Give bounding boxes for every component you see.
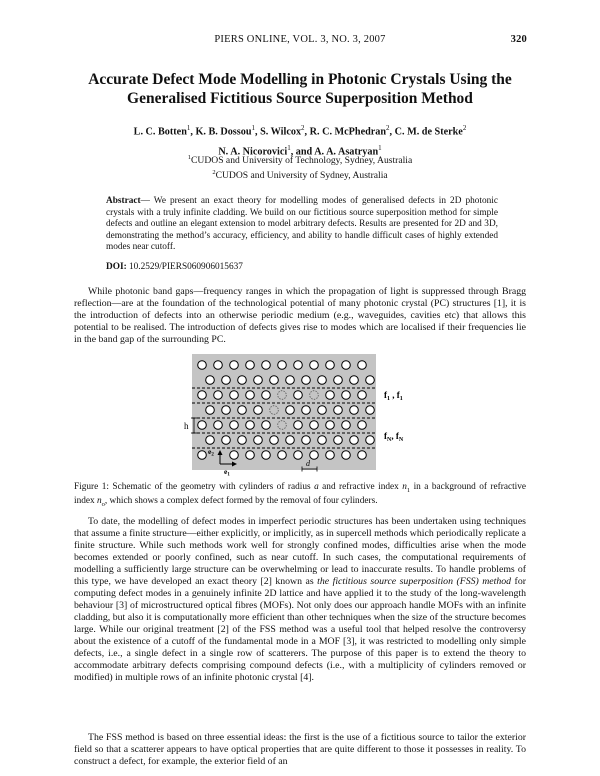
cylinder [262,451,271,460]
crystal-schematic [180,352,420,477]
f-bottom-main: f [384,431,387,441]
cylinder [334,436,343,445]
cylinder [286,436,295,445]
cylinder [262,391,271,400]
figure-1 [180,352,420,477]
cylinder [302,406,311,415]
e2-main: e [208,447,212,456]
cylinder [350,436,359,445]
author-affil-mark: 1 [186,124,191,132]
cylinder [342,421,351,430]
cylinder [246,451,255,460]
e1-main: e [224,467,228,476]
cylinder [358,421,367,430]
caption-symbol-a: a [314,482,319,492]
paragraph2-emphasis: the fictitious source superposition (FSS) method [317,576,512,587]
author-affil-mark: 1 [378,144,382,153]
caption-symbol-n0: n [96,496,102,507]
caption-mid2: in a background of refractive index [74,482,527,507]
cylinder [222,406,231,415]
author-name: S. Wilcox [260,126,302,138]
cylinder [366,436,375,445]
cylinder [198,451,207,460]
cylinder [326,421,335,430]
doi-value: 10.2529/PIERS060906015637 [126,262,243,272]
f-bottom-sub2: N [398,437,404,443]
affiliation-mark: 2 [212,169,216,177]
intro-paragraph: While photonic band gaps—frequency ranges in which the propagation of light is suppressed through Bragg reflection—are at the foundation of the technological potential of many photonic crystal (PC) structures [1], it is the introduction of defects into an otherwise periodic medium (e.g., waveguides, cavities etc) that allows this potential to be realised. The introduction of defects gives rise to modes which are localised if their frequencies lie in the band gap of the surrounding PC. [74,286,526,345]
cylinder [342,391,351,400]
cylinder [342,361,351,370]
author-line-2: N. A. Nicorovici$^1$, and A. A. Asatryan$^1$ [218,144,382,158]
cylinder [366,376,375,385]
cylinder [214,361,223,370]
cylinder [326,361,335,370]
cylinder [326,391,335,400]
abstract [106,196,498,254]
f-top-sub: 1 [387,396,390,402]
cylinder [246,361,255,370]
cylinder [246,391,255,400]
cylinder [302,376,311,385]
author-name: and A. A. Asatryan [295,146,379,158]
cylinder [278,361,287,370]
affiliation-text: CUDOS and University of Technology, Sydney, Australia [191,155,413,167]
cylinder [342,451,351,460]
caption-mid1: and refractive index [318,482,403,492]
cylinder [206,376,215,385]
cylinder [230,391,239,400]
author-affil-mark: 2 [462,124,467,132]
cylinder [206,406,215,415]
cylinder [222,436,231,445]
cylinder [246,421,255,430]
cylinder [310,361,319,370]
f-bottom-sub: N [387,437,392,443]
f-bottom-label [384,431,404,443]
cylinder [358,361,367,370]
cylinder [262,361,271,370]
affiliation-text: CUDOS and University of Sydney, Australia [215,170,388,182]
cylinder [294,451,303,460]
cylinder [294,361,303,370]
cylinder [286,406,295,415]
author-name: L. C. Botten [133,126,187,138]
f-top-label [384,390,403,402]
cylinder [230,451,239,460]
cylinder [238,406,247,415]
cylinder [214,421,223,430]
figure-caption [74,482,526,511]
cylinder [294,391,303,400]
cylinder [310,451,319,460]
caption-suffix: , which shows a complex defect formed by the removal of four cylinders. [104,496,378,507]
d-label: d [306,459,310,468]
e2-sub: 2 [211,452,214,458]
paragraph2-text-after: for computing defect modes in a genuinely infinite 2D lattice and have applied it to the study of the long-wavelength behaviour [3] of microstructured optical fibres (MOFs). Not only does our approach handle MOFs with an infinite cladding, but also it is computationally more efficient than other techniques when the size of the structure becomes large. While our original treatment [2] of the FSS method was a useful tool that helped resolve the controversy about the existence of a cutoff of the fundamental mode in a MOF [3], it was restricted to modelling only simple defects, i.e., a single defect in a single row of scatterers. The purpose of this paper is to extend the theory to accommodate arbitrary defects comprising compound defects (i.e., with a multiplicity of cylinders removed or modified) in multiple rows of an infinite photonic crystal [4]. [74,576,526,683]
cylinder [270,436,279,445]
author-affil-mark: 2 [386,124,390,132]
abstract-text: We present an exact theory for modelling modes of generalised defects in 2D photonic crystals with a truly infinite cladding. We build on our fictitious source superposition method for simple defects and outline an elegant extension to model arbitrary defects. Results are presented for 2D and 3D, demonstrating the method’s accuracy, efficiency, and ability to handle difficult cases of highly extended modes near cutoff. [106,196,498,253]
running-header [0,34,600,48]
abstract-label: Abstract [106,196,141,206]
doi-label: DOI: [106,262,127,272]
cylinder [358,391,367,400]
caption-n0-sub: o [101,501,105,509]
cylinder [286,376,295,385]
caption-prefix: Figure 1: Schematic of the geometry with cylinders of radius [74,482,315,492]
cylinder [318,376,327,385]
author-affil-mark: 1 [287,144,291,153]
caption-symbol-n1: n [402,482,407,492]
author-affil-mark: 2 [301,124,305,132]
paragraph2-text-before: To date, the modelling of defect modes in imperfect periodic structures has been undertaken using techniques that assume a finite structure—either explicitly, or implicitly, as in supercell methods which periodically replicate a finite structure. While such methods work well for strongly confined modes, difficulties arise when the mode becomes extended or poorly confined, such as near cutoff. In such cases, the computational requirements of modelling a sufficiently large structure can be overwhelming or lead to inaccurate results. To handle problems of this type, we have developed an exact theory [2] known as [74,516,526,587]
cylinder [254,406,263,415]
journal-citation: PIERS ONLINE, VOL. 3, NO. 3, 2007 [214,34,386,45]
cylinder [334,376,343,385]
affiliation-1 [80,152,520,167]
cylinder [358,451,367,460]
author-name: K. B. Dossou [195,126,252,138]
paper-title [55,70,545,108]
author-name: N. A. Nicorovici [218,146,288,158]
f-top-sep: , f [390,390,400,400]
cylinder [238,376,247,385]
affiliations [80,152,520,182]
cylinder [198,391,207,400]
cylinder [366,406,375,415]
body-paragraph-3: The FSS method is based on three essential ideas: the first is the use of a fictitious source to tailor the exterior field so that a scatterer appears to have optical properties that are quite different to those it possesses in reality. To construct a defect, for example, the exterior field of an [74,732,526,767]
cylinder [238,436,247,445]
cylinder [350,376,359,385]
cylinder [206,436,215,445]
cylinder [230,421,239,430]
cylinder [198,421,207,430]
cylinder [214,391,223,400]
f-top-sub2: 1 [399,396,403,402]
cylinder [318,436,327,445]
page-number: 320 [510,34,527,45]
cylinder [350,406,359,415]
cylinder [302,436,311,445]
cylinder [270,376,279,385]
cylinder [222,376,231,385]
title-line-2: Generalised Fictitious Source Superposition Method [127,90,473,107]
h-label: h [184,421,189,431]
cylinder [254,376,263,385]
e1-sub: 1 [227,472,230,477]
doi-line [106,262,498,272]
f-bottom-sep: , f [391,431,399,441]
cylinder [334,406,343,415]
body-paragraph-2 [74,516,526,684]
cylinder [254,436,263,445]
cylinder [318,406,327,415]
affiliation-2 [80,167,520,182]
author-line-1: L. C. Botten$^1$, K. B. Dossou$^1$, S. Wilcox$^2$, R. C. McPhedran$^2$, C. M. de Sterke$^2$ [133,124,467,138]
cylinder [198,361,207,370]
f-top-main: f [384,390,387,400]
cylinder [230,361,239,370]
cylinder [326,451,335,460]
author-name: C. M. de Sterke [394,126,463,138]
cylinder [278,451,287,460]
cylinder [262,421,271,430]
author-name: R. C. McPhedran [309,126,387,138]
cylinder [294,421,303,430]
cylinder [310,421,319,430]
caption-n1-sub: 1 [406,486,411,494]
abstract-dash: — [140,196,150,206]
affiliation-mark: 1 [187,154,192,161]
title-line-1: Accurate Defect Mode Modelling in Photonic Crystals Using the [88,71,512,88]
author-affil-mark: 1 [251,124,255,132]
